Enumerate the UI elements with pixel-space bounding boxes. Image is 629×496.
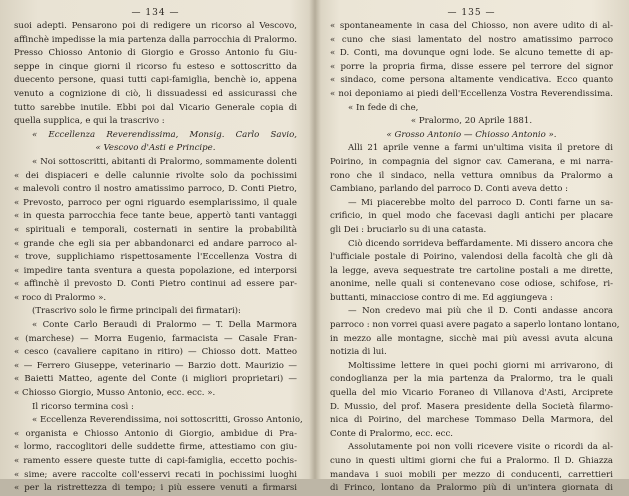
text-line: tutto sarebbe inutile. Ebbi poi dal Vicario Generale copia di	[14, 102, 297, 113]
text-line: « porre la propria firma, disse essere pel terrore del signor	[330, 61, 613, 72]
text-line: « ramento essere queste tutte di capi-famiglia, eccetto pochis-	[14, 456, 297, 466]
right-page-text	[330, 20, 620, 496]
text-line: « cesco (cavaliere capitano in ritiro) — Chiosso dott. Matteo	[14, 347, 297, 358]
text-line: « spirituali e temporali, costernati in sentire la probabilità	[14, 224, 297, 235]
text-line: « Baietti Matteo, agente del Conte (i migliori proprietari) —	[14, 374, 297, 385]
text-line: anonime, nelle quali si contenevano cose odiose, schifose, ri-	[330, 279, 613, 290]
text-line: « Eccellenza Reverendissima, noi sottoscritti, Grosso Antonio,	[32, 415, 303, 426]
text-line: « malevoli contro il nostro amatissimo parroco, D. Conti Pietro,	[14, 184, 297, 195]
text-line: — Mi piacerebbe molto del parroco D. Conti farne un sa-	[348, 197, 613, 208]
text-line: « organista e Chiosso Antonio di Giorgio, ambidue di Pra-	[14, 428, 297, 439]
text-line: « grande che egli sia per abbandonarci ed andare parroco al-	[14, 238, 297, 249]
text-line: « Pralormo, 20 Aprile 1881.	[410, 116, 533, 127]
text-line: « Noi sottoscritti, abitanti di Pralormo, sommamente dolenti	[32, 156, 297, 167]
text-line: duecento persone, quasi tutti capi-famiglia, benchè io, appena	[14, 75, 297, 86]
text-line: Conte di Pralormo, ecc. ecc.	[330, 428, 453, 439]
text-line: « Eccellenza Reverendissima, Monsig. Carlo Savio,	[32, 129, 297, 140]
text-line: « dei dispiaceri e delle calunnie rivolte solo da pochissimi	[14, 170, 297, 181]
text-line: Ciò dicendo sorrideva beffardamente. Mi dissero ancora che	[348, 238, 613, 249]
text-line: gli Dei : bruciarlo su di una catasta.	[330, 224, 487, 235]
text-line: « trove, supplichiamo rispettosamente l'Eccellenza Vostra di	[14, 252, 297, 263]
text-line: quella del mio Vicario Foraneo di Villanova d'Asti, Arciprete	[330, 388, 613, 399]
right-page-header: — 135 —	[447, 8, 496, 18]
text-line: — Non credevo mai più che il D. Conti andasse ancora	[348, 306, 613, 317]
text-line: Presso Chiosso Antonio di Giorgio e Grosso Antonio fu Giu-	[14, 48, 297, 59]
text-line: « sindaco, come persona altamente vendicativa. Ecco quanto	[330, 75, 613, 86]
text-line: condoglianza per la mia partenza da Pralormo, tra le quali	[330, 374, 613, 385]
text-line: « per la ristrettezza di tempo; i più essere venuti a firmarsi	[14, 483, 297, 494]
text-line: « cuno che siasi lamentato del nostro amatissimo parroco	[330, 34, 613, 45]
text-line: seppe in cinque giorni il ricorso fu esteso e sottoscritto da	[14, 61, 297, 72]
text-line: « noi deponiamo ai piedi dell'Eccellenza Vostra Reverendissima.	[330, 88, 613, 99]
text-line: l'ufficiale postale di Poirino, valendosi della facoltà che gli dà	[330, 252, 613, 263]
left-page-header: — 134 —	[131, 8, 180, 18]
text-line: in mezzo alle montagne, sicchè mai più avessi avuta alcuna	[330, 333, 613, 344]
text-line: di Frinco, lontano da Pralormo più di un'intera giornata di	[330, 483, 613, 494]
text-line: « in questa parrocchia fece tante beue, appertò tanti vantaggi	[14, 211, 297, 222]
text-line: Poirino, in compagnia del signor cav. Camerana, e mi narra-	[330, 156, 613, 167]
text-line: cuno in questi ultimi giorni che fui a Pralormo. Il D. Ghiazza	[330, 456, 613, 466]
left-page-text	[14, 20, 303, 496]
text-line: affinchè impedisse la mia partenza dalla parrocchia di Pralormo.	[14, 34, 297, 45]
text-line: crificio, in quel modo che facevasi dagli antichi per placare	[330, 211, 613, 222]
text-line: « D. Conti, ma dovunque ogni lode. Se alcuno temette di ap-	[330, 48, 613, 59]
text-line: parroco : non vorrei quasi avere pagato a saperlo lontano lontano,	[330, 320, 620, 331]
text-line: rono che il sindaco, nella vettura omnibus da Pralormo a	[330, 170, 613, 181]
text-line: « lormo, raccoglitori delle suddette firme, attestiamo con giu-	[14, 442, 297, 453]
text-line: « roco di Pralormo ».	[14, 292, 107, 303]
text-line: notizia di lui.	[330, 347, 387, 358]
text-line: Alli 21 aprile venne a farmi un'ultima visita il pretore di	[348, 143, 613, 154]
text-line: nica di Poirino, del marchese Tommaso Della Marmora, del	[330, 415, 613, 426]
text-line: (Trascrivo solo le firme principali dei firmatari):	[32, 306, 241, 317]
text-line: « Conte Carlo Beraudi di Pralormo — T. Della Marmora	[32, 320, 297, 331]
text-line: quella supplica, e qui la trascrivo :	[14, 116, 165, 127]
right-page	[330, 6, 620, 494]
text-line: « — Ferrero Giuseppe, veterinario — Barzio dott. Maurizio —	[14, 360, 297, 371]
text-line: « Prevosto, parroco per ogni riguardo esemplarissimo, il quale	[14, 197, 297, 208]
book-gutter	[309, 0, 321, 479]
left-page	[14, 6, 303, 494]
text-line: « Chiosso Giorgio, Musso Antonio, ecc. ecc. ».	[14, 388, 216, 399]
text-line: « (marchese) — Morra Eugenio, farmacista — Casale Fran-	[14, 333, 297, 344]
text-line: « sime; avere raccolte coll'esservi recati in pochissimi luoghi	[14, 469, 297, 480]
text-line: buttanti, minacciose contro di me. Ed aggiungeva :	[330, 292, 553, 303]
text-line: Il ricorso termina così :	[32, 401, 134, 412]
text-line: Assolutamente poi non volli ricevere visite o ricordi da al-	[348, 442, 613, 453]
text-line: D. Mussio, del prof. Masera presidente della Società filarmo-	[330, 401, 613, 412]
text-line: mandava i suoi mobili per mezzo di conducenti, carrettieri	[330, 469, 613, 480]
text-line: « Grosso Antonio — Chiosso Antonio ».	[386, 129, 557, 140]
text-line: la legge, aveva sequestrate tre cartoline postali a me dirette,	[330, 265, 613, 276]
text-line: « impedire tanta sventura a questa popolazione, ed interporsi	[14, 265, 297, 276]
text-line: « Vescovo d'Asti e Principe.	[95, 143, 216, 154]
text-line: « spontaneamente in casa del Chiosso, non avere udito di al-	[330, 21, 613, 31]
text-line: suoi adepti. Pensarono poi di redigere un ricorso al Vescovo,	[14, 21, 297, 31]
text-line: venuto a cognizione di ciò, li dissuadessi ed assicurassi che	[14, 88, 297, 99]
text-line: Moltissime lettere in quei pochi giorni mi arrivarono, di	[348, 360, 613, 371]
text-line: « affinchè il prevosto D. Conti Pietro continui ad essere par-	[14, 279, 297, 290]
text-line: « In fede di che,	[348, 102, 419, 113]
text-line: Cambiano, parlando del parroco D. Conti aveva detto :	[330, 184, 569, 195]
